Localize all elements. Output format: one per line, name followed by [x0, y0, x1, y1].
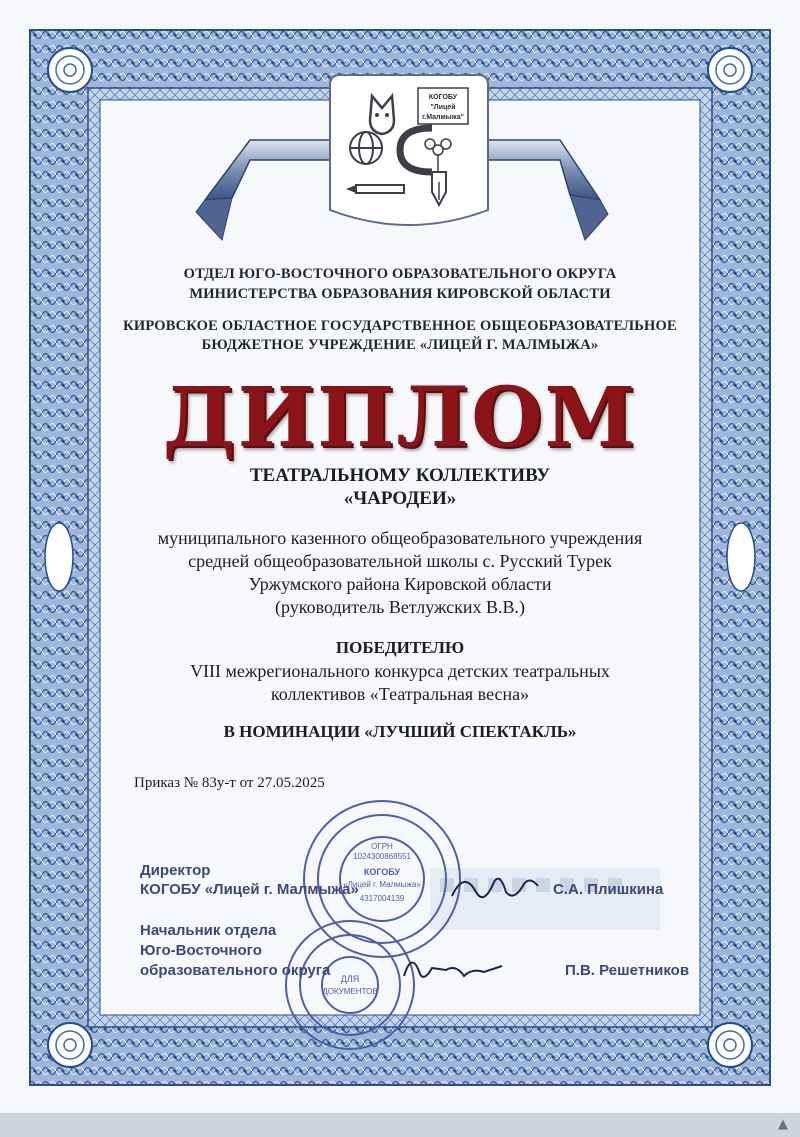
dept-line-2: МИНИСТЕРСТВА ОБРАЗОВАНИЯ КИРОВСКОЙ ОБЛАСТИ	[189, 286, 611, 302]
seal1-inn: 4317004139	[359, 894, 405, 903]
seal1-org-line2: «Лицей г. Малмыжа»	[343, 880, 421, 889]
seal2-center-line2: ДОКУМЕНТОВ	[322, 987, 378, 996]
director-name: С.А. Плишкина	[553, 881, 664, 898]
director-title-2: КОГОБУ «Лицей г. Малмыжа»	[140, 881, 359, 898]
head-title-2: Юго-Восточного	[140, 942, 262, 959]
recipient-line-2: «ЧАРОДЕИ»	[343, 488, 457, 509]
order-reference: Приказ № 83у-т от 27.05.2025	[134, 775, 325, 791]
recipient-line-1: ТЕАТРАЛЬНОМУ КОЛЛЕКТИВУ	[249, 465, 551, 486]
award-line-2: коллективов «Театральная весна»	[270, 684, 530, 704]
diploma-title: ДИПЛОМ	[162, 370, 638, 466]
head-signature	[398, 946, 508, 990]
school-line-1: КИРОВСКОЕ ОБЛАСТНОЕ ГОСУДАРСТВЕННОЕ ОБЩЕОБРАЗОВАТЕЛЬНОЕ	[123, 318, 677, 334]
logo-caption-line3: г.Малмыжа"	[422, 114, 464, 121]
logo-caption-line2: "Лицей	[430, 104, 456, 111]
nomination: В НОМИНАЦИИ «ЛУЧШИЙ СПЕКТАКЛЬ»	[223, 722, 577, 741]
director-signature	[444, 862, 544, 912]
arrow-up-icon[interactable]: ▲	[778, 1117, 788, 1132]
head-title-3: образовательного округа	[140, 962, 331, 979]
seal1-ogrn: 1024300868551	[353, 852, 411, 861]
seal1-org-line1: КОГОБУ	[363, 867, 401, 877]
head-name: П.В. Решетников	[565, 962, 690, 979]
institution-line-4: (руководитель Ветлужских В.В.)	[275, 597, 525, 617]
seal2-center-line1: ДЛЯ	[340, 974, 360, 984]
award-label: ПОБЕДИТЕЛЮ	[335, 638, 465, 657]
logo-caption-line1: КОГОБУ	[428, 94, 458, 101]
head-title-1: Начальник отдела	[140, 922, 277, 939]
school-line-2: БЮДЖЕТНОЕ УЧРЕЖДЕНИЕ «ЛИЦЕЙ Г. МАЛМЫЖА»	[201, 337, 599, 353]
seal1-ogrn-label: ОГРН	[371, 842, 393, 851]
viewer-bottom-bar	[0, 1113, 800, 1137]
award-line-1: VIII межрегионального конкурса детских театральных	[190, 661, 610, 681]
institution-line-2: средней общеобразовательной школы с. Русский Турек	[188, 551, 612, 571]
dept-line-1: ОТДЕЛ ЮГО-ВОСТОЧНОГО ОБРАЗОВАТЕЛЬНОГО ОКРУГА	[183, 266, 617, 282]
director-title-1: Директор	[140, 862, 211, 879]
institution-line-1: муниципального казенного общеобразовательного учреждения	[157, 528, 643, 548]
institution-line-3: Уржумского района Кировской области	[248, 574, 552, 594]
